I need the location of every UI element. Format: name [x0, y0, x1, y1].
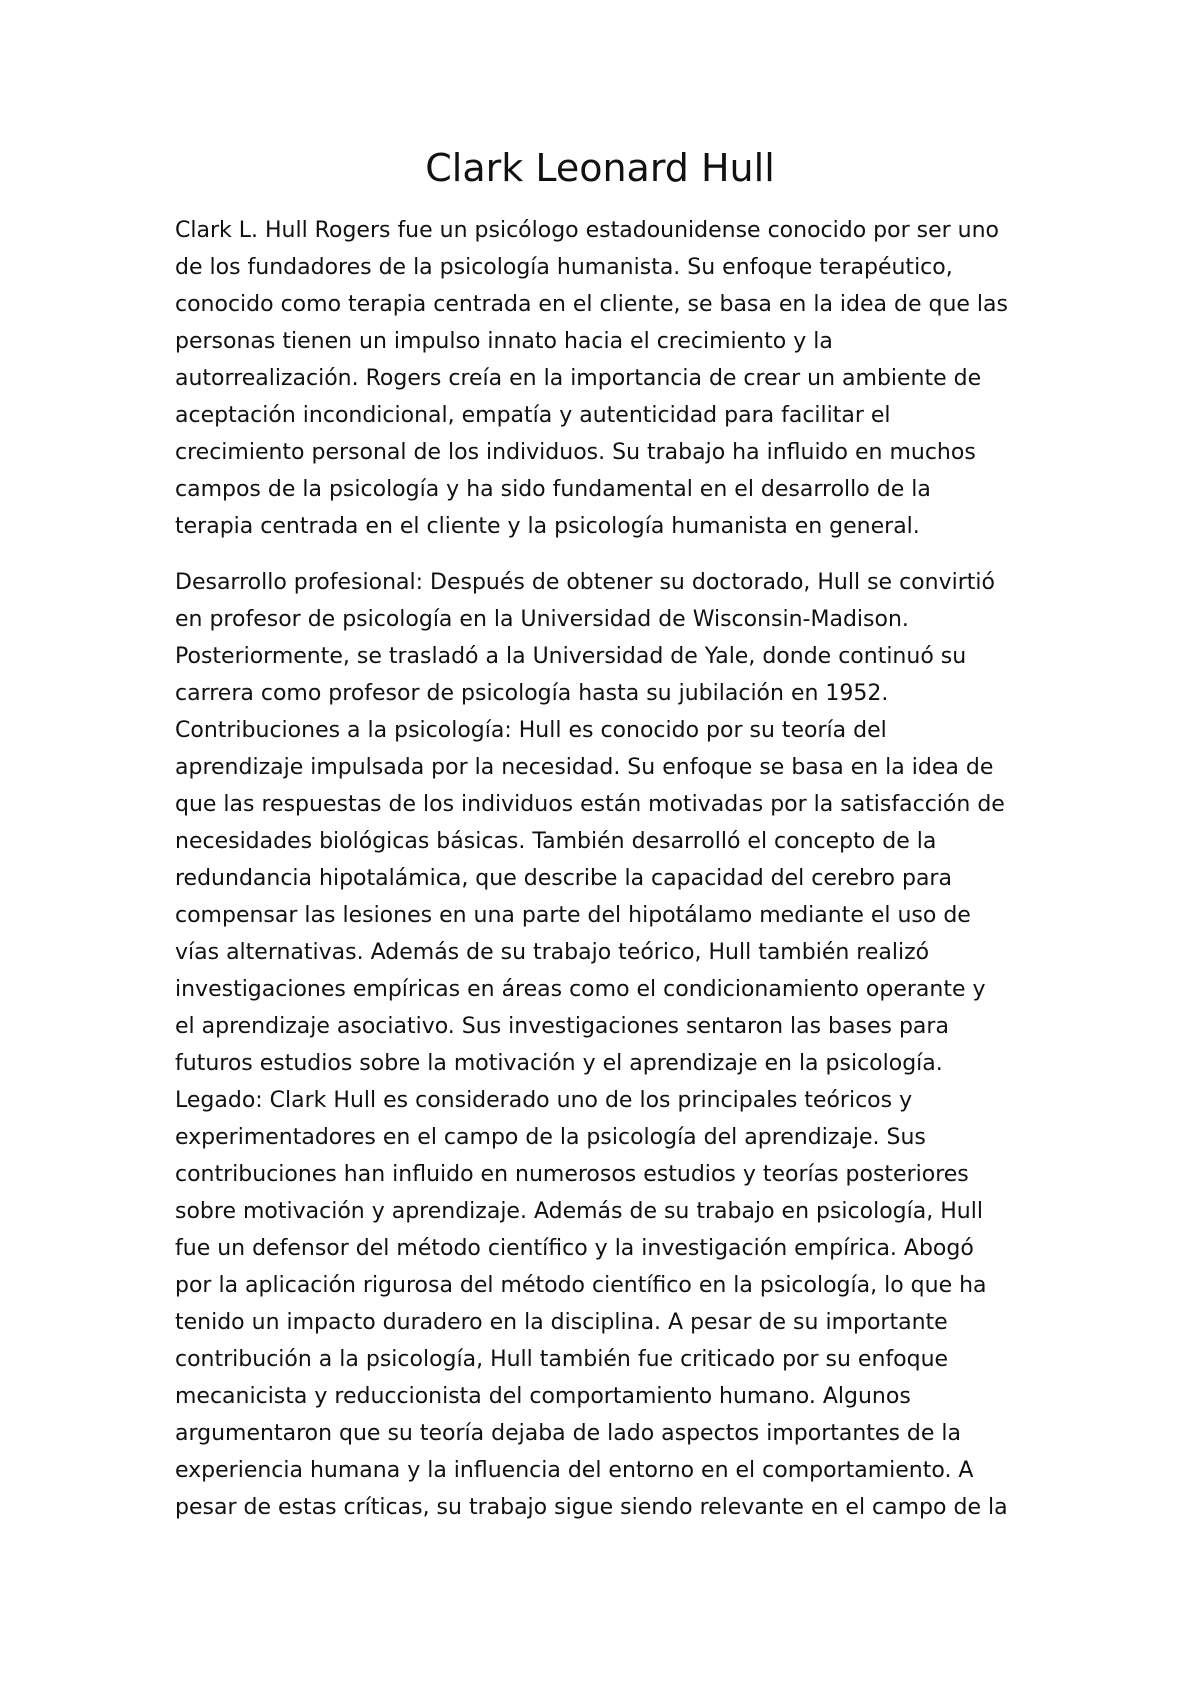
text-line: campos de la psicología y ha sido fundamental en el desarrollo de la	[175, 477, 931, 502]
text-line: redundancia hipotalámica, que describe la capacidad del cerebro para	[175, 866, 952, 891]
text-line: mecanicista y reduccionista del comportamiento humano. Algunos	[175, 1384, 911, 1409]
text-line: crecimiento personal de los individuos. Su trabajo ha influido en muchos	[175, 440, 976, 465]
text-line: contribuciones han influido en numerosos estudios y teorías posteriores	[175, 1162, 969, 1187]
text-line: vías alternativas. Además de su trabajo teórico, Hull también realizó	[175, 940, 930, 965]
text-line: por la aplicación rigurosa del método científico en la psicología, lo que ha	[175, 1273, 987, 1298]
text-line: argumentaron que su teoría dejaba de lado aspectos importantes de la	[175, 1421, 961, 1446]
text-line: autorrealización. Rogers creía en la importancia de crear un ambiente de	[175, 366, 982, 391]
text-line: contribución a la psicología, Hull también fue criticado por su enfoque	[175, 1347, 949, 1372]
text-line: Posteriormente, se trasladó a la Universidad de Yale, donde continuó su	[175, 644, 967, 669]
text-line: terapia centrada en el cliente y la psicología humanista en general.	[175, 514, 920, 539]
text-line: el aprendizaje asociativo. Sus investigaciones sentaron las bases para	[175, 1014, 949, 1039]
text-line: aprendizaje impulsada por la necesidad. Su enfoque se basa en la idea de	[175, 755, 994, 780]
text-line: investigaciones empíricas en áreas como el condicionamiento operante y	[175, 977, 986, 1002]
text-line: conocido como terapia centrada en el cliente, se basa en la idea de que las	[175, 292, 1008, 317]
text-line: Desarrollo profesional: Después de obtener su doctorado, Hull se convirtió	[175, 570, 995, 595]
text-line: Clark L. Hull Rogers fue un psicólogo estadounidense conocido por ser uno	[175, 218, 1000, 243]
text-line: personas tienen un impulso innato hacia el crecimiento y la	[175, 329, 833, 354]
text-line: compensar las lesiones en una parte del hipotálamo mediante el uso de	[175, 903, 971, 928]
text-line: Legado: Clark Hull es considerado uno de los principales teóricos y	[175, 1088, 913, 1113]
text-line: en profesor de psicología en la Universidad de Wisconsin-Madison.	[175, 607, 909, 632]
document-title: Clark Leonard Hull	[425, 146, 775, 190]
text-line: de los fundadores de la psicología humanista. Su enfoque terapéutico,	[175, 255, 953, 280]
text-line: futuros estudios sobre la motivación y el aprendizaje en la psicología.	[175, 1051, 943, 1076]
text-line: carrera como profesor de psicología hasta su jubilación en 1952.	[175, 681, 889, 706]
text-line: tenido un impacto duradero en la disciplina. A pesar de su importante	[175, 1310, 948, 1335]
text-line: fue un defensor del método científico y la investigación empírica. Abogó	[175, 1236, 974, 1261]
text-line: experiencia humana y la influencia del entorno en el comportamiento. A	[175, 1458, 974, 1483]
text-line: aceptación incondicional, empatía y autenticidad para facilitar el	[175, 403, 891, 428]
text-line: sobre motivación y aprendizaje. Además de su trabajo en psicología, Hull	[175, 1199, 983, 1224]
text-line: experimentadores en el campo de la psicología del aprendizaje. Sus	[175, 1125, 926, 1150]
text-line: Contribuciones a la psicología: Hull es conocido por su teoría del	[175, 718, 887, 743]
text-line: que las respuestas de los individuos están motivadas por la satisfacción de	[175, 792, 1005, 817]
text-line: necesidades biológicas básicas. También desarrolló el concepto de la	[175, 829, 937, 854]
text-line: pesar de estas críticas, su trabajo sigue siendo relevante en el campo de la	[175, 1495, 1008, 1520]
